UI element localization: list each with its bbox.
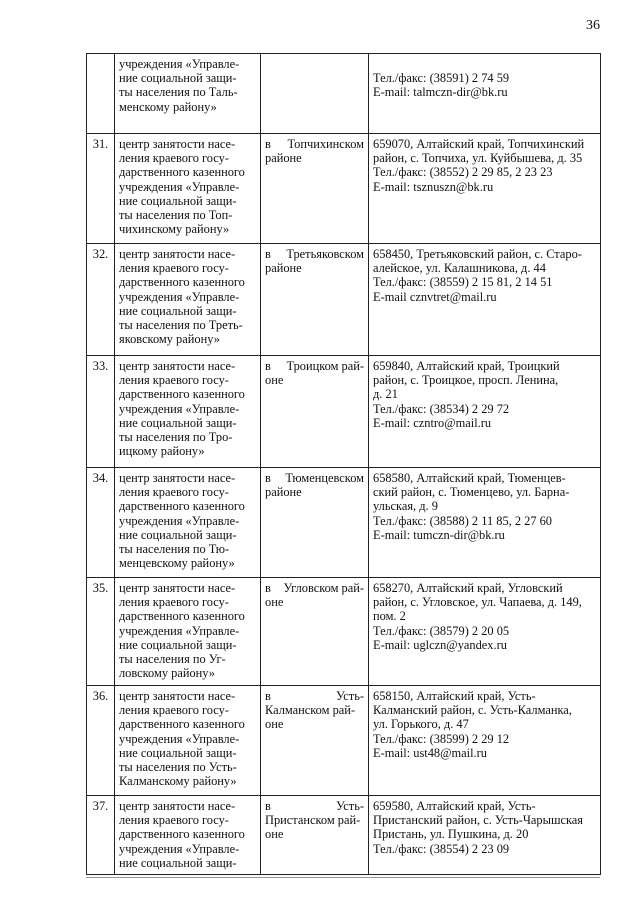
contact-line: 658450, Третьяковский район, с. Старо- — [373, 247, 582, 261]
organization-line: ты населения по Таль- — [119, 85, 238, 100]
organization-line: дарственного казенного — [119, 275, 245, 290]
service-area — [261, 356, 369, 468]
organization-line: центр занятости насе- — [119, 689, 236, 703]
organization-line: учреждения «Управле- — [119, 289, 240, 304]
contact-line: пом. 2 — [373, 609, 406, 624]
service-area — [261, 244, 369, 356]
contact-line: E-mail: uglczn@yandex.ru — [373, 637, 507, 652]
contact-line: E-mail: czntro@mail.ru — [373, 415, 492, 430]
contact-line: Тел./факс: (38579) 2 20 05 — [373, 623, 510, 638]
contact-line: Тел./факс: (38534) 2 29 72 — [373, 401, 510, 416]
service-area-line: Пристанском рай- — [265, 813, 361, 828]
service-area-line — [265, 247, 364, 261]
organization-line: дарственного казенного — [119, 717, 245, 732]
organization-line: ты населения по Тро- — [119, 430, 233, 445]
organization-line: ления краевого госу- — [119, 703, 229, 718]
organization-line: учреждения «Управле- — [119, 731, 240, 746]
organization-name — [115, 468, 261, 578]
organization-line: дарственного казенного — [119, 165, 245, 180]
organization-line: дарственного казенного — [119, 609, 245, 624]
organization-line: дарственного казенного — [119, 387, 245, 402]
table-row — [87, 54, 601, 134]
service-area-preposition: в — [265, 799, 271, 813]
organization-name — [115, 796, 261, 875]
service-area-word: Усть- — [336, 799, 364, 813]
organization-name — [115, 578, 261, 686]
contact-line: E-mail: tumczn-dir@bk.ru — [373, 527, 505, 542]
service-area-line — [265, 359, 364, 373]
service-area-line: районе — [265, 485, 302, 500]
organization-line: учреждения «Управле- — [119, 841, 240, 856]
organization-line: учреждения «Управле- — [119, 623, 240, 638]
contact-details — [369, 54, 601, 134]
contact-line: Тел./факс: (38552) 2 29 85, 2 23 23 — [373, 165, 553, 180]
contact-details — [369, 686, 601, 796]
organization-line: ты населения по Треть- — [119, 318, 243, 333]
contact-line: E-mail: talmczn-dir@bk.ru — [373, 85, 508, 100]
organization-name — [115, 686, 261, 796]
contact-line: район, с. Троицкое, просп. Ленина, — [373, 373, 559, 388]
table-row — [87, 686, 601, 796]
service-area-preposition: в — [265, 581, 271, 595]
organization-line: ние социальной защи- — [119, 745, 237, 760]
table-row — [87, 134, 601, 244]
contact-details — [369, 356, 601, 468]
service-area — [261, 578, 369, 686]
service-area-line: оне — [265, 827, 284, 842]
organization-line: учреждения «Управле- — [119, 57, 240, 71]
contact-line: район, с. Угловское, ул. Чапаева, д. 149, — [373, 595, 582, 610]
bottom-rule — [86, 877, 600, 878]
contact-line: Тел./факс: (38588) 2 11 85, 2 27 60 — [373, 513, 553, 528]
service-area-line: Калманском рай- — [265, 703, 356, 718]
organization-line: ления краевого госу- — [119, 595, 229, 610]
service-area — [261, 686, 369, 796]
contact-line: Пристань, ул. Пушкина, д. 20 — [373, 827, 529, 842]
organization-line: ние социальной защи- — [119, 193, 237, 208]
table-row — [87, 578, 601, 686]
row-number: 31. — [87, 134, 115, 244]
organization-line: центр занятости насе- — [119, 799, 236, 813]
organization-line: ления краевого госу- — [119, 813, 229, 828]
contact-line: 659580, Алтайский край, Усть- — [373, 799, 536, 813]
contact-line: Тел./факс: (38554) 2 23 09 — [373, 841, 510, 856]
service-area-line: районе — [265, 261, 302, 276]
service-area-line — [265, 471, 364, 485]
contact-line: 659070, Алтайский край, Топчихинский — [373, 137, 585, 151]
service-area-preposition: в — [265, 359, 271, 373]
organization-line: ты населения по Усть- — [119, 760, 237, 775]
contact-details — [369, 134, 601, 244]
contact-line: ский район, с. Тюменцево, ул. Барна- — [373, 485, 570, 500]
contact-details — [369, 796, 601, 875]
contact-line: алейское, ул. Калашникова, д. 44 — [373, 261, 546, 276]
page-number: 36 — [586, 18, 600, 33]
contact-line: 658270, Алтайский край, Угловский — [373, 581, 563, 595]
organization-line: дарственного казенного — [119, 499, 245, 514]
organization-name — [115, 356, 261, 468]
service-area-line: оне — [265, 595, 284, 610]
organization-name — [115, 244, 261, 356]
organization-line: ние социальной защи- — [119, 415, 237, 430]
service-area-word: Усть- — [336, 689, 364, 703]
organization-line: ты населения по Топ- — [119, 208, 233, 223]
contact-line: E-mail cznvtret@mail.ru — [373, 289, 497, 304]
service-area-word: Топчихинском — [287, 137, 364, 151]
row-number: 36. — [87, 686, 115, 796]
organization-line: ты населения по Уг- — [119, 652, 226, 667]
service-area-line — [265, 137, 364, 151]
organization-line: Калманскому району» — [119, 774, 237, 789]
contact-line: Пристанский район, с. Усть-Чарышская — [373, 813, 584, 828]
organization-line: ления краевого госу- — [119, 373, 229, 388]
service-area-line — [265, 581, 364, 595]
organization-line: центр занятости насе- — [119, 359, 236, 373]
organization-name — [115, 134, 261, 244]
contact-line: 658580, Алтайский край, Тюменцев- — [373, 471, 566, 485]
contact-line: Калманский район, с. Усть-Калманка, — [373, 703, 572, 718]
contact-line: ульская, д. 9 — [373, 499, 438, 514]
contact-details — [369, 244, 601, 356]
service-area-preposition: в — [265, 137, 271, 151]
service-area-preposition: в — [265, 247, 271, 261]
service-area-word: Троицком рай- — [286, 359, 364, 373]
contact-details — [369, 578, 601, 686]
contact-line: 658150, Алтайский край, Усть- — [373, 689, 536, 703]
service-area-word: Третьяковском — [286, 247, 364, 261]
contact-line: Тел./факс: (38599) 2 29 12 — [373, 731, 510, 746]
table-row — [87, 244, 601, 356]
organization-line: яковскому району» — [119, 332, 220, 347]
table-row — [87, 468, 601, 578]
row-number: 34. — [87, 468, 115, 578]
organization-line: учреждения «Управле- — [119, 401, 240, 416]
organization-name — [115, 54, 261, 134]
organization-line: ние социальной защи- — [119, 855, 237, 870]
organization-line: учреждения «Управле- — [119, 513, 240, 528]
service-area-line — [265, 689, 364, 703]
contact-line: E-mail: ust48@mail.ru — [373, 745, 487, 760]
row-number: 37. — [87, 796, 115, 875]
organization-line: менскому району» — [119, 99, 217, 114]
contact-line: Тел./факс: (38591) 2 74 59 — [373, 71, 510, 86]
organization-line: ицкому району» — [119, 444, 205, 459]
service-area — [261, 796, 369, 875]
organization-line: ты населения по Тю- — [119, 542, 230, 557]
organization-line: ления краевого госу- — [119, 151, 229, 166]
organization-line: менцевскому району» — [119, 556, 235, 571]
service-area-word: Тюменцевском — [285, 471, 364, 485]
service-area-line: районе — [265, 151, 302, 166]
contact-line: д. 21 — [373, 387, 398, 402]
row-number: 35. — [87, 578, 115, 686]
contact-line: район, с. Топчиха, ул. Куйбышева, д. 35 — [373, 151, 583, 166]
service-area-line — [265, 799, 364, 813]
row-number: 33. — [87, 356, 115, 468]
organization-line: центр занятости насе- — [119, 247, 236, 261]
contact-line: ул. Горького, д. 47 — [373, 717, 469, 732]
service-area-word: Угловском рай- — [283, 581, 364, 595]
row-number: 32. — [87, 244, 115, 356]
contact-line — [373, 57, 596, 71]
service-area-line: оне — [265, 717, 284, 732]
organization-line: центр занятости насе- — [119, 471, 236, 485]
organization-line: ние социальной защи- — [119, 303, 237, 318]
service-area — [261, 468, 369, 578]
organization-line: ние социальной защи- — [119, 71, 237, 86]
service-area — [261, 54, 369, 134]
table-row — [87, 796, 601, 875]
organization-line: ления краевого госу- — [119, 261, 229, 276]
organization-line: дарственного казенного — [119, 827, 245, 842]
service-area-preposition: в — [265, 471, 271, 485]
service-area — [261, 134, 369, 244]
organization-line: учреждения «Управле- — [119, 179, 240, 194]
organization-line: центр занятости насе- — [119, 137, 236, 151]
service-area-line: оне — [265, 373, 284, 388]
contact-line: E-mail: tsznuszn@bk.ru — [373, 179, 494, 194]
organization-line: ние социальной защи- — [119, 637, 237, 652]
service-area-preposition: в — [265, 689, 271, 703]
organization-line: ние социальной защи- — [119, 527, 237, 542]
row-number — [87, 54, 115, 134]
contact-details — [369, 468, 601, 578]
organization-line: ловскому району» — [119, 666, 215, 681]
contact-line: 659840, Алтайский край, Троицкий — [373, 359, 560, 373]
table-row — [87, 356, 601, 468]
organization-line: чихинскому району» — [119, 222, 230, 237]
contact-line: Тел./факс: (38559) 2 15 81, 2 14 51 — [373, 275, 553, 290]
registry-table — [86, 53, 601, 875]
organization-line: центр занятости насе- — [119, 581, 236, 595]
table-body — [87, 54, 601, 875]
organization-line: ления краевого госу- — [119, 485, 229, 500]
